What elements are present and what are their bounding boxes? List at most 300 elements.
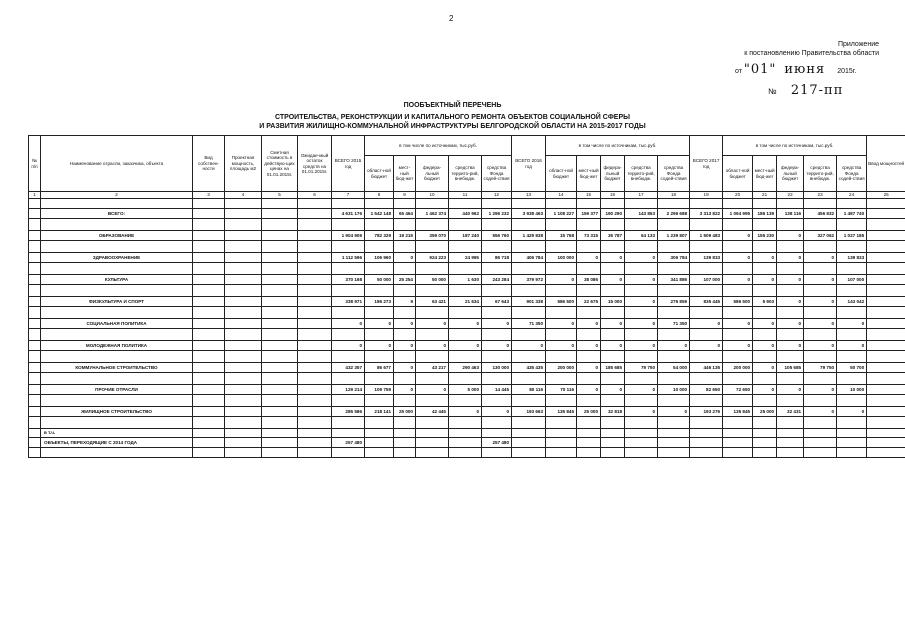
- table-cell: 0: [723, 341, 753, 351]
- table-cell: 15 000: [601, 297, 625, 307]
- empty-cell: [867, 438, 905, 448]
- table-cell: 0: [449, 407, 482, 417]
- empty-cell: [332, 395, 365, 407]
- empty-cell: [416, 448, 449, 458]
- empty-cell: [512, 438, 546, 448]
- table-cell: 0: [394, 341, 416, 351]
- table-cell: 100 000: [546, 253, 577, 263]
- empty-cell: [804, 199, 837, 209]
- table-cell: 370 168: [332, 275, 365, 285]
- table-row: [29, 363, 905, 373]
- table-cell: 1 094 995: [723, 209, 753, 219]
- appendix-title: Приложение: [837, 41, 879, 48]
- table-cell: 1 487 740: [837, 209, 867, 219]
- empty-cell: [577, 263, 601, 275]
- empty-cell: [29, 341, 41, 351]
- subheader-cell: федера-льный бюджет: [777, 156, 804, 192]
- table-cell: 82 650: [690, 385, 723, 395]
- empty-cell: [193, 341, 225, 351]
- table-cell: 86 718: [482, 253, 512, 263]
- empty-cell: [723, 373, 753, 385]
- empty-cell: [262, 341, 298, 351]
- empty-cell: [416, 373, 449, 385]
- table-cell: 0: [449, 341, 482, 351]
- empty-cell: [332, 373, 365, 385]
- table-cell: 0: [449, 319, 482, 329]
- empty-cell: [690, 263, 723, 275]
- table-cell: 0: [625, 297, 658, 307]
- empty-cell: [753, 417, 777, 429]
- empty-cell: [601, 241, 625, 253]
- decree-year: 2015г.: [837, 68, 857, 75]
- table-cell: 0: [625, 407, 658, 417]
- empty-cell: [867, 263, 905, 275]
- subheader-cell: средства Фонда содей-ствия: [482, 156, 512, 192]
- table-cell: 25 000: [753, 407, 777, 417]
- empty-cell: [625, 241, 658, 253]
- spacer-row: [29, 263, 905, 275]
- empty-cell: [298, 263, 332, 275]
- empty-cell: [225, 199, 262, 209]
- empty-cell: [690, 329, 723, 341]
- empty-cell: [601, 307, 625, 319]
- table-cell: 43 217: [416, 363, 449, 373]
- header-input: Ввод мощностей: [867, 136, 905, 192]
- header-ownership: Вид собствен-ности: [193, 136, 225, 192]
- empty-cell: [777, 351, 804, 363]
- table-cell: 0: [804, 253, 837, 263]
- table-cell: 218 141: [365, 407, 394, 417]
- table-cell: 0: [365, 319, 394, 329]
- header-total-2015: ВСЕГО 2015 год: [332, 136, 365, 192]
- table-cell: 379 972: [512, 275, 546, 285]
- empty-cell: [512, 429, 546, 438]
- empty-cell: [690, 285, 723, 297]
- table-cell: 0: [753, 385, 777, 395]
- empty-cell: [225, 373, 262, 385]
- table-cell: 835 445: [690, 297, 723, 307]
- empty-cell: [394, 373, 416, 385]
- table-cell: 72 650: [723, 385, 753, 395]
- empty-cell: [512, 199, 546, 209]
- table-cell: 0: [837, 407, 867, 417]
- empty-cell: [625, 373, 658, 385]
- empty-cell: [449, 438, 482, 448]
- column-number: 2: [41, 192, 193, 199]
- spacer-row: [29, 199, 905, 209]
- empty-cell: [449, 417, 482, 429]
- empty-cell: [449, 373, 482, 385]
- empty-cell: [625, 307, 658, 319]
- empty-cell: [867, 297, 905, 307]
- empty-cell: [29, 297, 41, 307]
- empty-cell: [512, 417, 546, 429]
- table-cell: 24 995: [449, 253, 482, 263]
- table-cell: 0: [777, 319, 804, 329]
- empty-cell: [29, 351, 41, 363]
- empty-cell: [601, 448, 625, 458]
- empty-cell: [601, 395, 625, 407]
- empty-cell: [601, 285, 625, 297]
- empty-cell: [29, 253, 41, 263]
- empty-cell: [332, 263, 365, 275]
- empty-cell: [225, 285, 262, 297]
- empty-cell: [29, 373, 41, 385]
- empty-cell: [723, 241, 753, 253]
- empty-cell: [867, 429, 905, 438]
- empty-cell: [777, 448, 804, 458]
- empty-cell: [365, 395, 394, 407]
- empty-cell: [512, 448, 546, 458]
- empty-cell: [365, 417, 394, 429]
- title-line-1: ПООБЪЕКТНЫЙ ПЕРЕЧЕНЬ: [403, 102, 502, 109]
- empty-cell: [658, 263, 690, 275]
- empty-cell: [804, 395, 837, 407]
- empty-cell: [625, 199, 658, 209]
- empty-cell: [29, 263, 41, 275]
- table-cell: 80 116: [512, 385, 546, 395]
- empty-cell: [482, 219, 512, 231]
- empty-cell: [658, 429, 690, 438]
- empty-cell: [601, 199, 625, 209]
- empty-cell: [723, 307, 753, 319]
- empty-cell: [262, 297, 298, 307]
- empty-cell: [867, 231, 905, 241]
- header-num: № п/п: [29, 136, 41, 192]
- empty-cell: [394, 429, 416, 438]
- empty-cell: [690, 241, 723, 253]
- table-cell: 456 832: [804, 209, 837, 219]
- empty-cell: [867, 363, 905, 373]
- empty-cell: [262, 385, 298, 395]
- title-line-3: И РАЗВИТИЯ ЖИЛИЩНО-КОММУНАЛЬНОЙ ИНФРАСТРУКТУРЫ БЕЛГОРОДСКОЙ ОБЛАСТИ НА 2015-2017 ГОДЫ: [259, 123, 646, 130]
- empty-cell: [777, 285, 804, 297]
- empty-cell: [29, 199, 41, 209]
- empty-cell: [723, 395, 753, 407]
- empty-cell: [29, 329, 41, 341]
- table-cell: 0: [753, 341, 777, 351]
- empty-cell: [658, 219, 690, 231]
- empty-cell: [625, 285, 658, 297]
- table-cell: 0: [394, 363, 416, 373]
- empty-cell: [658, 438, 690, 448]
- empty-cell: [690, 417, 723, 429]
- title-line-2: СТРОИТЕЛЬСТВА, РЕКОНСТРУКЦИИ И КАПИТАЛЬНОГО РЕМОНТА ОБЪЕКТОВ СОЦИАЛЬНОЙ СФЕРЫ: [275, 114, 630, 121]
- empty-cell: [577, 241, 601, 253]
- empty-cell: [837, 448, 867, 458]
- table-cell: 0: [753, 253, 777, 263]
- empty-cell: [193, 329, 225, 341]
- empty-cell: [658, 285, 690, 297]
- table-cell: ПРОЧИЕ ОТРАСЛИ: [41, 385, 193, 395]
- column-number: 14: [546, 192, 577, 199]
- table-cell: 2 296 688: [658, 209, 690, 219]
- empty-cell: [546, 329, 577, 341]
- spacer-row: [29, 285, 905, 297]
- empty-cell: [394, 263, 416, 275]
- appendix-header: [744, 40, 879, 58]
- empty-cell: [225, 307, 262, 319]
- table-cell: 285 586: [332, 407, 365, 417]
- empty-cell: [449, 351, 482, 363]
- empty-cell: [625, 448, 658, 458]
- empty-cell: [625, 351, 658, 363]
- empty-cell: [394, 351, 416, 363]
- empty-cell: [394, 241, 416, 253]
- empty-cell: [658, 199, 690, 209]
- table-cell: 63 421: [416, 297, 449, 307]
- table-cell: 446 135: [690, 363, 723, 373]
- table-cell: 143 042: [837, 297, 867, 307]
- empty-cell: [225, 231, 262, 241]
- empty-cell: [332, 429, 365, 438]
- empty-cell: [867, 199, 905, 209]
- empty-cell: [753, 199, 777, 209]
- empty-cell: [262, 438, 298, 448]
- empty-cell: [449, 263, 482, 275]
- empty-cell: [867, 395, 905, 407]
- table-row: [29, 385, 905, 395]
- empty-cell: [723, 417, 753, 429]
- empty-cell: [804, 429, 837, 438]
- header-total-2017: ВСЕГО 2017 год: [690, 136, 723, 192]
- empty-cell: [804, 438, 837, 448]
- empty-cell: [394, 395, 416, 407]
- empty-cell: [365, 329, 394, 341]
- empty-cell: [546, 417, 577, 429]
- table-cell: 14 445: [482, 385, 512, 395]
- empty-cell: [601, 329, 625, 341]
- empty-cell: [546, 438, 577, 448]
- empty-cell: [546, 351, 577, 363]
- decree-day: "01": [743, 62, 777, 77]
- empty-cell: [193, 199, 225, 209]
- empty-cell: [512, 329, 546, 341]
- empty-cell: [193, 363, 225, 373]
- empty-cell: [837, 219, 867, 231]
- empty-cell: [753, 329, 777, 341]
- empty-cell: [41, 199, 193, 209]
- empty-cell: [193, 373, 225, 385]
- empty-cell: [546, 263, 577, 275]
- from-label: от: [735, 68, 742, 75]
- empty-cell: [723, 329, 753, 341]
- empty-cell: [658, 329, 690, 341]
- table-cell: 187 240: [449, 231, 482, 241]
- table-cell: 50 000: [365, 275, 394, 285]
- empty-cell: [225, 417, 262, 429]
- table-cell: КУЛЬТУРА: [41, 275, 193, 285]
- empty-cell: [225, 329, 262, 341]
- empty-cell: [512, 373, 546, 385]
- empty-cell: [41, 373, 193, 385]
- spacer-row: [29, 329, 905, 341]
- column-number: 16: [601, 192, 625, 199]
- column-number: 1: [29, 192, 41, 199]
- empty-cell: [193, 385, 225, 395]
- table-cell: 0: [577, 319, 601, 329]
- empty-cell: [867, 351, 905, 363]
- empty-cell: [262, 307, 298, 319]
- table-row: [29, 253, 905, 263]
- empty-cell: [723, 448, 753, 458]
- table-cell: 138 116: [777, 209, 804, 219]
- empty-cell: [482, 429, 512, 438]
- table-row: [29, 407, 905, 417]
- table-cell: 135 845: [546, 407, 577, 417]
- empty-cell: [658, 241, 690, 253]
- empty-cell: [394, 199, 416, 209]
- table-cell: 50 000: [416, 275, 449, 285]
- table-cell: 36 787: [601, 231, 625, 241]
- empty-cell: [804, 219, 837, 231]
- empty-cell: [29, 319, 41, 329]
- empty-cell: [365, 438, 394, 448]
- empty-cell: [262, 373, 298, 385]
- page-number: 2: [449, 14, 454, 23]
- column-number: 18: [658, 192, 690, 199]
- column-number: 7: [332, 192, 365, 199]
- table-cell: 70 116: [546, 385, 577, 395]
- table-cell: 1 239 807: [658, 231, 690, 241]
- table-cell: 1 904 909: [332, 231, 365, 241]
- table-cell: 0: [482, 341, 512, 351]
- table-cell: 586 500: [723, 297, 753, 307]
- empty-cell: [837, 373, 867, 385]
- table-cell: 586 500: [546, 297, 577, 307]
- table-cell: 0: [416, 341, 449, 351]
- table-cell: 0: [723, 231, 753, 241]
- empty-cell: [29, 285, 41, 297]
- empty-cell: [482, 307, 512, 319]
- column-number: 22: [777, 192, 804, 199]
- column-number: 12: [482, 192, 512, 199]
- empty-cell: [577, 285, 601, 297]
- empty-cell: [416, 241, 449, 253]
- empty-cell: [193, 253, 225, 263]
- empty-cell: [225, 275, 262, 285]
- table-cell: 0: [753, 275, 777, 285]
- object-list-table: [28, 135, 905, 458]
- empty-cell: [601, 263, 625, 275]
- empty-cell: [193, 407, 225, 417]
- empty-cell: [298, 275, 332, 285]
- empty-cell: [723, 263, 753, 275]
- empty-cell: [690, 395, 723, 407]
- empty-cell: [804, 373, 837, 385]
- table-cell: 155 230: [753, 231, 777, 241]
- table-cell: 306 784: [658, 253, 690, 263]
- empty-cell: [298, 199, 332, 209]
- empty-cell: [298, 297, 332, 307]
- table-cell: 0: [777, 385, 804, 395]
- empty-cell: [804, 285, 837, 297]
- subheader-cell: мест-ный бюд-жет: [753, 156, 777, 192]
- table-cell: 22 675: [577, 297, 601, 307]
- table-cell: 64 133: [625, 231, 658, 241]
- empty-cell: [416, 199, 449, 209]
- header-row: [29, 136, 905, 156]
- table-cell: 0: [601, 253, 625, 263]
- table-cell: 1 509 483: [690, 231, 723, 241]
- table-cell: 3 313 822: [690, 209, 723, 219]
- table-cell: 200 000: [723, 363, 753, 373]
- empty-cell: [262, 448, 298, 458]
- empty-cell: [193, 429, 225, 438]
- empty-cell: [837, 199, 867, 209]
- empty-cell: [690, 373, 723, 385]
- table-cell: 1 429 838: [512, 231, 546, 241]
- empty-cell: [658, 351, 690, 363]
- empty-cell: [41, 263, 193, 275]
- carryover-fund: 257 480: [482, 438, 512, 448]
- empty-cell: [29, 363, 41, 373]
- empty-cell: [41, 395, 193, 407]
- table-cell: 0: [753, 363, 777, 373]
- header-name: Наименование отрасли, заказчика, объекта: [41, 136, 193, 192]
- empty-cell: [41, 219, 193, 231]
- empty-cell: [512, 285, 546, 297]
- empty-cell: [193, 231, 225, 241]
- spacer-row: [29, 395, 905, 407]
- table-cell: 159 377: [577, 209, 601, 219]
- table-cell: ОБРАЗОВАНИЕ: [41, 231, 193, 241]
- table-cell: 0: [690, 341, 723, 351]
- empty-cell: [482, 263, 512, 275]
- empty-cell: [482, 351, 512, 363]
- empty-cell: [601, 429, 625, 438]
- empty-cell: [225, 219, 262, 231]
- table-cell: 107 000: [837, 275, 867, 285]
- empty-cell: [482, 417, 512, 429]
- empty-cell: [41, 448, 193, 458]
- empty-cell: [577, 219, 601, 231]
- subheader-cell: средства террито-рий, внебюдж.: [625, 156, 658, 192]
- empty-cell: [29, 231, 41, 241]
- spacer-row: [29, 307, 905, 319]
- empty-cell: [416, 307, 449, 319]
- empty-cell: [601, 438, 625, 448]
- table-cell: 901 338: [512, 297, 546, 307]
- empty-cell: [577, 351, 601, 363]
- column-numbers-row: [29, 192, 905, 199]
- empty-cell: [777, 263, 804, 275]
- table-cell: 0: [416, 385, 449, 395]
- empty-cell: [804, 263, 837, 275]
- table-cell: 65 464: [394, 209, 416, 219]
- empty-cell: [867, 407, 905, 417]
- subheader-cell: мест-ный бюд-жет: [394, 156, 416, 192]
- column-number: 23: [804, 192, 837, 199]
- table-cell: 15 768: [546, 231, 577, 241]
- table-cell: 0: [416, 319, 449, 329]
- empty-cell: [332, 241, 365, 253]
- table-cell: 0: [601, 341, 625, 351]
- empty-cell: [804, 351, 837, 363]
- empty-cell: [365, 241, 394, 253]
- table-cell: 1 027 185: [837, 231, 867, 241]
- empty-cell: [753, 351, 777, 363]
- empty-cell: [690, 429, 723, 438]
- table-cell: 0: [753, 319, 777, 329]
- empty-cell: [193, 297, 225, 307]
- empty-cell: [753, 429, 777, 438]
- empty-cell: [753, 285, 777, 297]
- empty-cell: [804, 241, 837, 253]
- empty-cell: [29, 438, 41, 448]
- empty-cell: [512, 395, 546, 407]
- empty-cell: [225, 395, 262, 407]
